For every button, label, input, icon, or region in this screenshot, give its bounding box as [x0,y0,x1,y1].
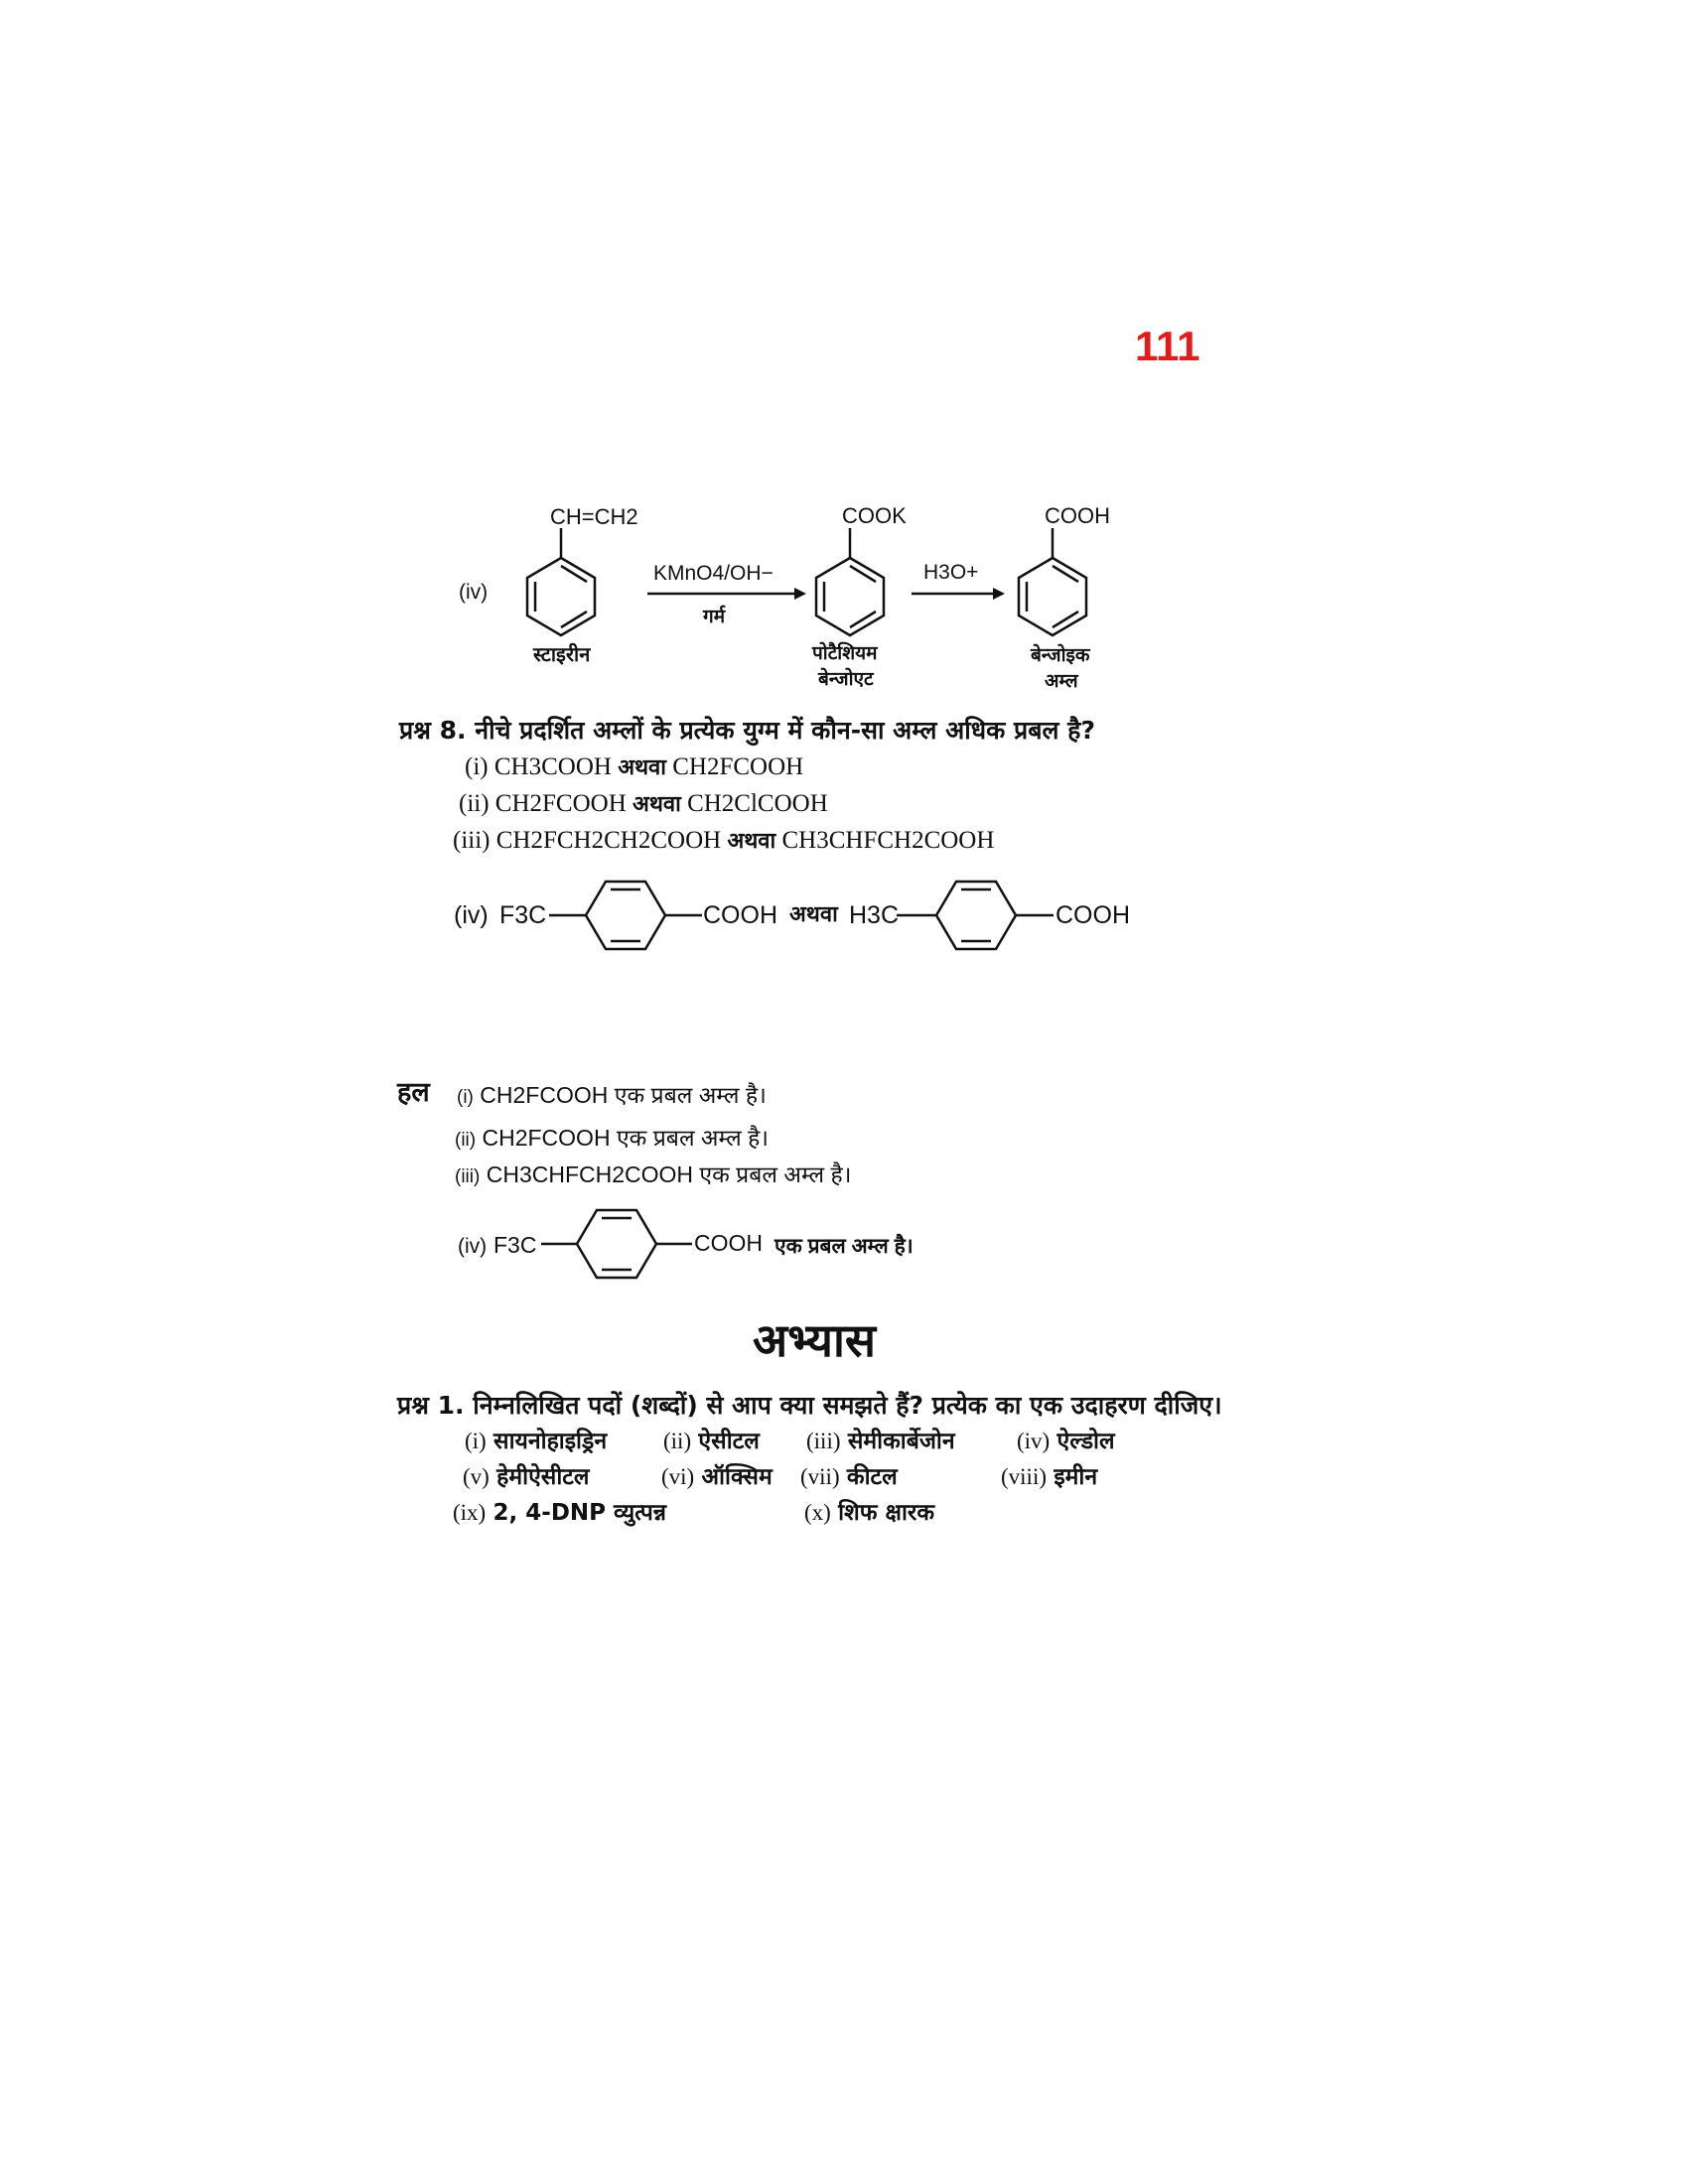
term-3 [806,1424,955,1455]
solution-item-4-num: (iv) [458,1235,488,1258]
styrene-name: स्टाइरीन [533,644,591,666]
term-2-num: (ii) [663,1429,692,1453]
solution-item-1-text: CH2FCOOH एक प्रबल अम्ल है। [480,1082,767,1108]
term-1-text: सायनोहाइड्रिन [493,1429,608,1454]
solution-item-1 [457,1078,767,1110]
reaction-label: (iv) [459,581,489,604]
q8-item-1 [465,751,803,781]
salt-name-2: बेन्जोएट [818,669,874,690]
solution-label: हल [397,1077,430,1108]
benzoate-ring [816,528,884,635]
acid-group: COOH [1045,503,1110,528]
q8-item-1-a: CH3COOH [493,753,612,780]
styrene-ring [527,528,595,635]
term-3-num: (iii) [806,1429,841,1453]
term-2-text: ऐसीटल [698,1429,760,1454]
salt-group: COOK [842,503,907,528]
exercise-question-1 [397,1388,1222,1422]
q8-item-2-b: CH2ClCOOH [687,790,828,817]
solution-item-2 [455,1121,769,1153]
term-4 [1017,1424,1115,1455]
term-5-num: (v) [463,1464,490,1489]
q8-item-2-or: अथवा [633,792,681,817]
term-9 [453,1495,666,1527]
q8-ring-1 [549,882,702,949]
solution-item-4-text: एक प्रबल अम्ल है। [774,1235,914,1258]
term-7 [800,1459,898,1491]
term-10 [804,1495,934,1527]
q8-item-4-right-group-2: COOH [1055,901,1130,929]
q8-item-1-num: (i) [465,753,489,780]
exercise-heading: अभ्यास [753,1313,876,1367]
solution-item-4-right-group: COOH [694,1230,763,1256]
q8-item-4-left-group-2: H3C [849,901,900,929]
term-1-num: (i) [465,1429,487,1453]
solution-item-1-num: (i) [457,1087,474,1108]
term-1 [465,1424,607,1455]
styrene-oxidation-scheme [437,496,1192,705]
term-7-text: कीटल [846,1464,898,1490]
q8-item-3-or: अथवा [727,829,776,854]
term-7-num: (vii) [800,1464,840,1489]
q8-item-2-a: CH2FCOOH [494,790,627,817]
term-4-num: (iv) [1017,1429,1051,1453]
q8-item-4-left-group: F3C [499,901,547,929]
q8-item-2 [459,788,828,818]
question-8-text: नीचे प्रदर्शित अम्लों के प्रत्येक युग्म में कौन-सा अम्ल अधिक प्रबल है? [475,716,1095,745]
term-5 [463,1459,589,1491]
q8-item-4-right-group: COOH [703,901,777,929]
q8-item-2-num: (ii) [459,790,490,817]
q8-item-4-num: (iv) [454,901,489,929]
term-3-text: सेमीकार्बेजोन [847,1429,955,1454]
q8-item-1-b: CH2FCOOH [672,753,804,780]
q8-item-1-or: अथवा [618,755,666,780]
term-6 [661,1459,773,1491]
term-8 [1001,1459,1097,1491]
term-10-text: शिफ क्षारक [838,1500,934,1526]
q8-item-3 [453,825,994,855]
q8-item-3-b: CH3CHFCH2COOH [781,827,995,854]
solution-item-4-structure [452,1196,1008,1286]
solution-item-2-text: CH2FCOOH एक प्रबल अम्ल है। [482,1125,770,1151]
term-6-num: (vi) [661,1464,695,1489]
solution-item-3-num: (iii) [455,1166,481,1187]
styrene-substituent: CH=CH2 [550,504,638,529]
acid-reagent: H3O+ [923,561,979,584]
q8-ring-2 [897,882,1054,949]
question-8 [399,713,1095,747]
page-number: 111 [1135,323,1200,369]
solution-ring [541,1210,692,1278]
term-9-num: (ix) [453,1500,487,1525]
term-4-text: ऐल्डोल [1056,1429,1115,1454]
q8-item-3-a: CH2FCH2CH2COOH [495,827,722,854]
acid-name-2: अम्ल [1045,671,1078,692]
q8-item-4-structures [452,864,1167,963]
solution-item-4-left-group: F3C [493,1232,537,1258]
q8-item-4-or: अथवा [789,901,838,926]
solution-item-2-num: (ii) [455,1130,477,1151]
benzoic-acid-ring [1019,528,1086,635]
term-2 [663,1424,760,1455]
reagent-bottom: गर्म [703,607,726,627]
salt-name-1: पोटैशियम [812,643,878,664]
term-8-num: (viii) [1001,1464,1047,1489]
solution-item-3 [455,1158,851,1189]
acid-name-1: बेन्जोइक [1031,645,1090,666]
reagent-top: KMnO4/OH− [653,562,774,585]
question-8-label: प्रश्न 8. [399,716,467,745]
solution-item-3-text: CH3CHFCH2COOH एक प्रबल अम्ल है। [486,1161,852,1187]
exercise-q1-label: प्रश्न 1. [397,1391,465,1420]
term-6-text: ऑक्सिम [701,1464,773,1490]
term-9-text: 2, 4-DNP व्युत्पन्न [492,1500,666,1526]
q8-item-3-num: (iii) [453,827,491,854]
term-8-text: इमीन [1054,1464,1098,1490]
term-10-num: (x) [804,1500,831,1525]
term-5-text: हेमीऐसीटल [496,1464,590,1490]
exercise-q1-text: निम्नलिखित पदों (शब्दों) से आप क्या समझते हैं? प्रत्येक का एक उदाहरण दीजिए। [473,1391,1222,1420]
